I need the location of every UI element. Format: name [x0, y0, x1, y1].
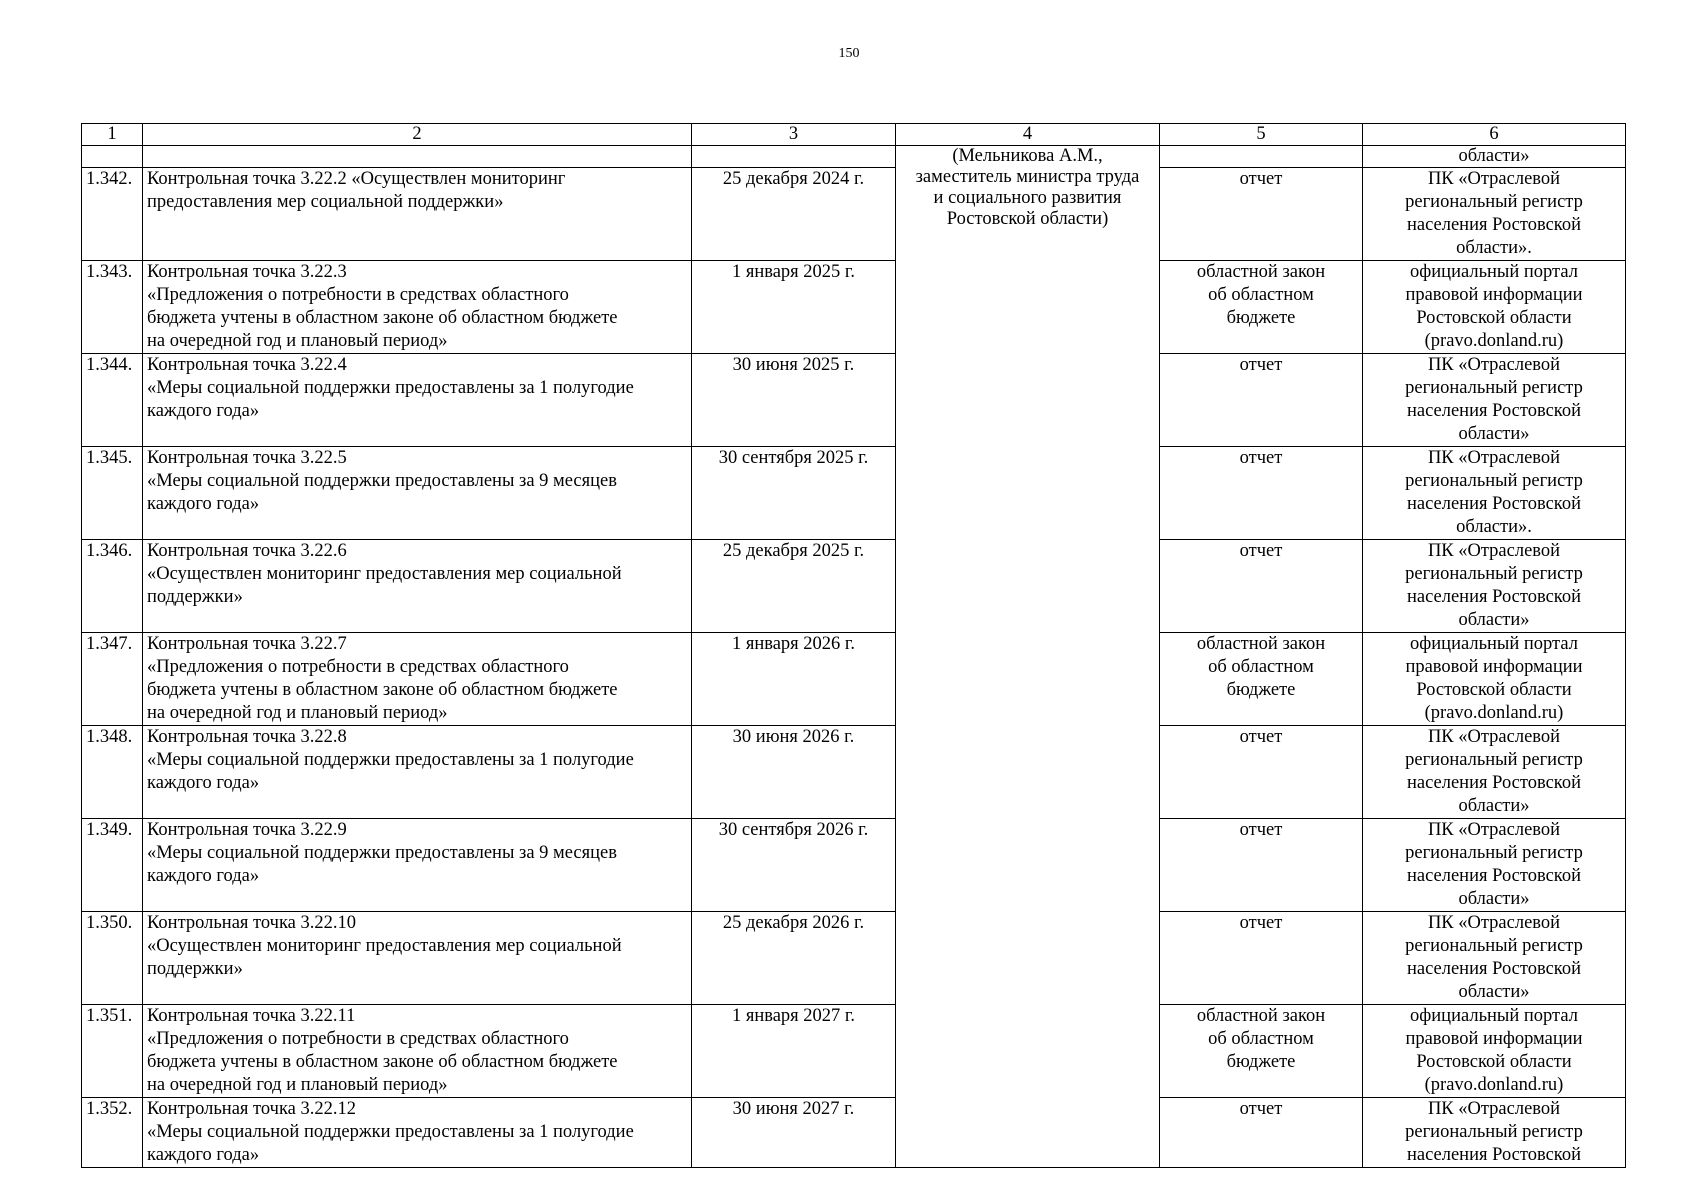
src-line: (pravo.donland.ru) [1424, 331, 1564, 351]
responsible-line: Ростовской области) [946, 209, 1109, 229]
row-number-cell: 1.343. [82, 261, 143, 354]
src-line: правовой информации [1405, 1029, 1583, 1049]
src-line: населения Ростовской [1406, 587, 1581, 607]
src-line: населения Ростовской [1406, 959, 1581, 979]
control-point-name-cell [143, 540, 692, 633]
src-line: области» [1458, 982, 1530, 1002]
name-line: поддержки» [147, 959, 243, 979]
table-row [82, 447, 1626, 540]
name-line: Контрольная точка 3.22.9 [147, 820, 347, 840]
table-row [82, 819, 1626, 912]
document-type-cell [1160, 819, 1363, 912]
src-line: официальный портал [1410, 1006, 1578, 1026]
name-line: каждого года» [147, 401, 260, 421]
name-line: Контрольная точка 3.22.4 [147, 355, 347, 375]
deadline-cell: 30 сентября 2025 г. [692, 447, 896, 540]
row-number-cell: 1.345. [82, 447, 143, 540]
name-line: Контрольная точка 3.22.10 [147, 913, 357, 933]
information-source-cell [1363, 261, 1626, 354]
table-row [82, 168, 1626, 261]
name-line: бюджета учтены в областном законе об областном бюджете [147, 680, 618, 700]
kind-line: отчет [1239, 169, 1283, 189]
document-type-cell [1160, 447, 1363, 540]
name-line: Контрольная точка 3.22.3 [147, 262, 347, 282]
src-line: населения Ростовской [1406, 494, 1581, 514]
document-type-cell [1160, 146, 1363, 168]
document-type-cell [1160, 912, 1363, 1005]
information-source-cell [1363, 447, 1626, 540]
kind-line: отчет [1239, 448, 1283, 468]
control-point-name-cell [143, 726, 692, 819]
src-line: населения Ростовской [1406, 1145, 1581, 1165]
src-line: (pravo.donland.ru) [1424, 703, 1564, 723]
control-point-name-cell [143, 447, 692, 540]
src-line: ПК «Отраслевой [1427, 820, 1561, 840]
table-row [82, 1098, 1626, 1168]
name-line: поддержки» [147, 587, 243, 607]
src-line: ПК «Отраслевой [1427, 355, 1561, 375]
responsible-line: и социального развития [933, 188, 1122, 208]
src-line: Ростовской области [1416, 680, 1572, 700]
src-line: Ростовской области [1416, 1052, 1572, 1072]
column-header: 1 [82, 124, 143, 146]
kind-line: об областном [1208, 285, 1314, 305]
name-line: на очередной год и плановый период» [147, 703, 448, 723]
document-type-cell [1160, 261, 1363, 354]
src-line: правовой информации [1405, 285, 1583, 305]
table-row [82, 1005, 1626, 1098]
control-point-name-cell [143, 168, 692, 261]
information-source-cell [1363, 633, 1626, 726]
src-line: ПК «Отраслевой [1427, 1099, 1561, 1119]
src-line: региональный регистр [1405, 192, 1583, 212]
row-number-cell: 1.342. [82, 168, 143, 261]
name-line: Контрольная точка 3.22.6 [147, 541, 347, 561]
control-point-name-cell [143, 912, 692, 1005]
name-line: «Меры социальной поддержки предоставлены за 9 месяцев [147, 843, 617, 863]
table-row [82, 633, 1626, 726]
row-number-cell: 1.346. [82, 540, 143, 633]
name-line: на очередной год и плановый период» [147, 331, 448, 351]
src-line: населения Ростовской [1406, 866, 1581, 886]
information-source-cell [1363, 819, 1626, 912]
src-line: ПК «Отраслевой [1427, 541, 1561, 561]
name-line: «Меры социальной поддержки предоставлены за 9 месяцев [147, 471, 617, 491]
continuation-row [82, 146, 1626, 168]
kind-line: отчет [1239, 727, 1283, 747]
deadline-cell: 1 января 2026 г. [692, 633, 896, 726]
deadline-cell: 30 июня 2026 г. [692, 726, 896, 819]
src-line: области». [1456, 517, 1532, 537]
kind-line: отчет [1239, 820, 1283, 840]
name-line: каждого года» [147, 773, 260, 793]
name-line: «Предложения о потребности в средствах областного [147, 657, 569, 677]
src-line: области» [1458, 889, 1530, 909]
deadline-cell [692, 146, 896, 168]
control-point-name-cell [143, 146, 692, 168]
name-line: Контрольная точка 3.22.11 [147, 1006, 356, 1026]
document-type-cell [1160, 354, 1363, 447]
deadline-cell: 25 декабря 2025 г. [692, 540, 896, 633]
name-line: Контрольная точка 3.22.8 [147, 727, 347, 747]
column-header: 5 [1160, 124, 1363, 146]
deadline-cell: 1 января 2025 г. [692, 261, 896, 354]
name-line: на очередной год и плановый период» [147, 1075, 448, 1095]
control-point-name-cell [143, 819, 692, 912]
kind-line: отчет [1239, 355, 1283, 375]
name-line: Контрольная точка 3.22.7 [147, 634, 347, 654]
column-header: 6 [1363, 124, 1626, 146]
name-line: каждого года» [147, 1145, 260, 1165]
document-type-cell [1160, 1005, 1363, 1098]
column-header: 4 [896, 124, 1160, 146]
table-row [82, 540, 1626, 633]
src-line: официальный портал [1410, 634, 1578, 654]
document-type-cell [1160, 168, 1363, 261]
kind-line: областной закон [1196, 634, 1326, 654]
deadline-cell: 30 сентября 2026 г. [692, 819, 896, 912]
src-line: региональный регистр [1405, 936, 1583, 956]
column-number-header-row [82, 124, 1626, 146]
row-number-cell: 1.350. [82, 912, 143, 1005]
src-line: региональный регистр [1405, 378, 1583, 398]
name-line: «Меры социальной поддержки предоставлены за 1 полугодие [147, 1122, 634, 1142]
src-line: ПК «Отраслевой [1427, 169, 1561, 189]
information-source-cell [1363, 354, 1626, 447]
kind-line: отчет [1239, 541, 1283, 561]
deadline-cell: 25 декабря 2024 г. [692, 168, 896, 261]
src-line: региональный регистр [1405, 1122, 1583, 1142]
kind-line: бюджете [1226, 308, 1296, 328]
src-line: населения Ростовской [1406, 401, 1581, 421]
kind-line: отчет [1239, 913, 1283, 933]
name-line: «Предложения о потребности в средствах областного [147, 1029, 569, 1049]
src-line: региональный регистр [1405, 750, 1583, 770]
deadline-cell: 30 июня 2025 г. [692, 354, 896, 447]
document-type-cell [1160, 633, 1363, 726]
src-line: населения Ростовской [1406, 773, 1581, 793]
row-number-cell: 1.349. [82, 819, 143, 912]
information-source-cell [1363, 1098, 1626, 1168]
control-points-table [81, 123, 1626, 1168]
src-line: региональный регистр [1405, 843, 1583, 863]
table-row [82, 726, 1626, 819]
kind-line: областной закон [1196, 262, 1326, 282]
column-header: 2 [143, 124, 692, 146]
name-line: Контрольная точка 3.22.5 [147, 448, 347, 468]
name-line: каждого года» [147, 494, 260, 514]
column-header: 3 [692, 124, 896, 146]
src-line: области» [1458, 796, 1530, 816]
table-row [82, 912, 1626, 1005]
document-type-cell [1160, 540, 1363, 633]
information-source-cell [1363, 1005, 1626, 1098]
src-line: региональный регистр [1405, 471, 1583, 491]
information-source-cell [1363, 912, 1626, 1005]
row-number-cell [82, 146, 143, 168]
name-line: «Предложения о потребности в средствах областного [147, 285, 569, 305]
name-line: «Меры социальной поддержки предоставлены за 1 полугодие [147, 750, 634, 770]
responsible-person-cell [896, 146, 1160, 1168]
kind-line: бюджете [1226, 1052, 1296, 1072]
kind-line: бюджете [1226, 680, 1296, 700]
src-line: (pravo.donland.ru) [1424, 1075, 1564, 1095]
name-line: Контрольная точка 3.22.2 «Осуществлен мониторинг [147, 169, 566, 189]
kind-line: отчет [1239, 1099, 1283, 1119]
row-number-cell: 1.347. [82, 633, 143, 726]
src-line: области» [1458, 424, 1530, 444]
src-line: ПК «Отраслевой [1427, 727, 1561, 747]
src-line: ПК «Отраслевой [1427, 913, 1561, 933]
kind-line: об областном [1208, 1029, 1314, 1049]
src-line: официальный портал [1410, 262, 1578, 282]
deadline-cell: 30 июня 2027 г. [692, 1098, 896, 1168]
table-row [82, 354, 1626, 447]
row-number-cell: 1.352. [82, 1098, 143, 1168]
name-line: «Меры социальной поддержки предоставлены за 1 полугодие [147, 378, 634, 398]
control-point-name-cell [143, 633, 692, 726]
name-line: «Осуществлен мониторинг предоставления мер социальной [147, 936, 622, 956]
name-line: бюджета учтены в областном законе об областном бюджете [147, 308, 618, 328]
src-line: населения Ростовской [1406, 215, 1581, 235]
row-number-cell: 1.344. [82, 354, 143, 447]
document-type-cell [1160, 726, 1363, 819]
control-point-name-cell [143, 354, 692, 447]
name-line: предоставления мер социальной поддержки» [147, 192, 504, 212]
control-point-name-cell [143, 1005, 692, 1098]
responsible-line: (Мельникова А.М., [952, 146, 1103, 166]
page-number: 150 [838, 46, 860, 61]
kind-line: областной закон [1196, 1006, 1326, 1026]
kind-line: об областном [1208, 657, 1314, 677]
src-line: Ростовской области [1416, 308, 1572, 328]
information-source-cell [1363, 726, 1626, 819]
name-line: Контрольная точка 3.22.12 [147, 1099, 357, 1119]
deadline-cell: 25 декабря 2026 г. [692, 912, 896, 1005]
information-source-cell [1363, 168, 1626, 261]
src-line: региональный регистр [1405, 564, 1583, 584]
table-row [82, 261, 1626, 354]
document-type-cell [1160, 1098, 1363, 1168]
deadline-cell: 1 января 2027 г. [692, 1005, 896, 1098]
row-number-cell: 1.348. [82, 726, 143, 819]
src-line: области» [1458, 610, 1530, 630]
control-point-name-cell [143, 1098, 692, 1168]
row-number-cell: 1.351. [82, 1005, 143, 1098]
src-line: области». [1456, 238, 1532, 258]
src-line: ПК «Отраслевой [1427, 448, 1561, 468]
information-source-cell: области» [1363, 146, 1626, 168]
responsible-line: заместитель министра труда [915, 167, 1140, 187]
information-source-cell [1363, 540, 1626, 633]
control-point-name-cell [143, 261, 692, 354]
name-line: бюджета учтены в областном законе об областном бюджете [147, 1052, 618, 1072]
name-line: «Осуществлен мониторинг предоставления мер социальной [147, 564, 622, 584]
name-line: каждого года» [147, 866, 260, 886]
src-line: правовой информации [1405, 657, 1583, 677]
